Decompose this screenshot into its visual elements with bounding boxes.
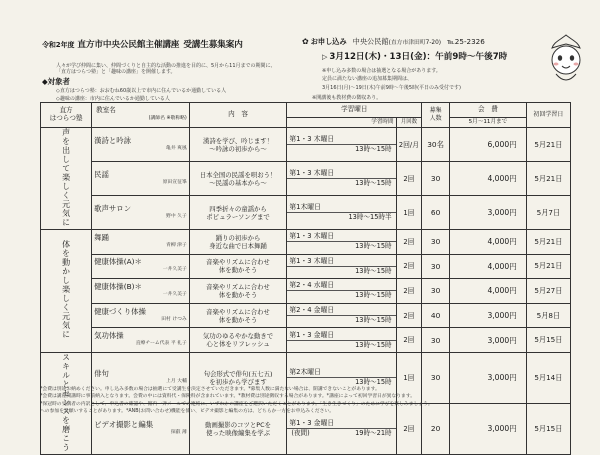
fee: 4,000円 <box>450 230 527 255</box>
apply-note: 3月16日(月)～19日(木)午前9時～午後5時(平日のみ受付です) <box>322 84 461 91</box>
first-date: 5月15日 <box>526 328 570 353</box>
times-per-month: 2回 <box>396 254 422 279</box>
teacher-name: 野中 久子 <box>166 213 187 219</box>
course-name: 健康体操(B)＊ <box>94 281 142 291</box>
times-per-month: 1回 <box>396 352 422 403</box>
footer-line: *会費は別途お納めください。申し込み多数の場合は抽選にて受講生を決定させていただきます。*募集人数に満たない場合は、開講できないことがあります。 <box>40 387 380 392</box>
header-teacher-label: (講師名 ※敬称略) <box>148 116 187 121</box>
content-cell <box>189 230 287 255</box>
study-time: 19時～21時 <box>355 429 392 438</box>
teacher-name: 上月 大輔 <box>166 378 187 384</box>
times-per-month: 2回 <box>396 279 422 304</box>
study-time-wrap <box>287 341 395 350</box>
flower-icon: ✿ <box>302 37 309 46</box>
study-day: 第1・3 木曜日 <box>287 135 395 145</box>
fee: 3,000円 <box>450 303 527 328</box>
capacity: 30 <box>422 230 450 255</box>
table-row <box>41 303 571 328</box>
day-cell <box>287 254 396 279</box>
teacher-name: 探叡 薄 <box>170 429 187 435</box>
content-line: 日本全国の民謡を唄おう！ <box>199 170 277 179</box>
day-cell <box>287 162 396 196</box>
header-day: 学習曜日 <box>287 103 422 118</box>
apply-tel: ℡25-2326 <box>447 37 485 46</box>
header-first-date: 初回学習日 <box>526 103 570 128</box>
course-name-cell <box>92 128 190 162</box>
content-cell <box>189 128 287 162</box>
course-name-cell <box>92 279 190 304</box>
fiscal-year: 令和2年度 <box>42 41 75 49</box>
day-cell <box>287 328 396 353</box>
course-name: ビデオ撮影と編集 <box>94 419 154 429</box>
fee: 3,000円 <box>450 352 527 403</box>
content-line: 動画撮影のコツとPCを <box>205 420 271 429</box>
course-name-cell <box>92 254 190 279</box>
fee: 4,000円 <box>450 162 527 196</box>
course-name-cell <box>92 230 190 255</box>
table-row <box>41 254 571 279</box>
day-cell <box>287 128 396 162</box>
content-line: 心と体をリフレッシュ <box>206 340 270 349</box>
study-day: 第1・3 金曜日 <box>287 331 395 341</box>
study-time-wrap <box>287 213 395 222</box>
capacity: 30 <box>422 279 450 304</box>
study-day: 第1・3 金曜日 <box>287 419 395 429</box>
title-main: 直方市中央公民館主催講座 <box>77 40 180 50</box>
times-per-month: 2回/月 <box>396 128 422 162</box>
content-line: 使った映像編集を学ぶ <box>206 428 271 437</box>
study-time: 13時～15時 <box>355 291 392 300</box>
target-block <box>42 69 282 103</box>
header-block <box>42 38 322 50</box>
course-name: 民謡 <box>94 169 109 179</box>
application-block <box>302 37 552 92</box>
footer-line: への参加をお願いすることがあります。*ANB(お問い合わせ)機能を使い、ビデオ撮影と編集の方は、どちらか一方をお申込みください。 <box>40 409 335 415</box>
teacher-name: 青柳 津子 <box>166 242 187 248</box>
first-date: 5月8日 <box>526 303 570 328</box>
table-row <box>41 279 571 304</box>
content-line: 音楽やリズムに合わせ <box>206 307 270 316</box>
fee: 3,000円 <box>450 403 527 454</box>
teacher-name: 一井久美子 <box>162 291 187 297</box>
study-time-wrap <box>287 267 395 276</box>
course-name: 漢詩と吟詠 <box>94 135 132 145</box>
course-name: 気功体操 <box>94 331 124 341</box>
header-content: 内 容 <box>189 103 287 128</box>
apply-address: (直方市津田町7-20) <box>388 40 442 46</box>
table-row <box>41 230 571 255</box>
first-date: 5月21日 <box>526 230 570 255</box>
teacher-name: 原田宣征峯 <box>162 179 187 185</box>
category-label: 体を動かし楽しく元気に <box>61 240 71 340</box>
capacity: 30 <box>422 352 450 403</box>
triangle-icon: ▷ <box>322 53 328 61</box>
footer-notes <box>40 386 580 416</box>
capacity: 30 <box>422 254 450 279</box>
content-cell <box>189 328 287 353</box>
header-fee-sub: 5月～11月まで <box>450 118 527 128</box>
content-line: 踊りの初歩から <box>215 233 261 242</box>
page-title <box>42 38 322 50</box>
apply-notes <box>302 67 552 92</box>
course-name: 俳句 <box>94 368 109 378</box>
content-line: 句会形式で俳句(五七五) <box>203 369 273 378</box>
course-name: 歌声サロン <box>94 203 132 213</box>
apply-line <box>302 37 552 47</box>
material-fee-note: ※開講後も教材費の徴収あり。 <box>312 95 382 101</box>
capacity: 20 <box>422 403 450 454</box>
category-label: 声を出して楽しく元気に <box>61 128 71 227</box>
header-category: 直方 はつらつ塾 <box>41 103 92 128</box>
content-cell <box>189 279 287 304</box>
study-time: 13時～15時 <box>355 145 392 153</box>
header-time: 学習時間 <box>287 118 396 128</box>
first-date: 5月21日 <box>526 254 570 279</box>
table-row <box>41 196 571 230</box>
course-name: 健康づくり体操 <box>94 306 146 316</box>
apply-note: ※申し込み多数の場合は抽選となる場合があります。 <box>322 68 441 74</box>
apply-dates: 3月12日(木)・13日(金)：午前9時～午後7時 <box>329 52 508 62</box>
header-times: 月回数 <box>396 118 422 128</box>
times-per-month: 2回 <box>396 328 422 353</box>
day-cell <box>287 303 396 328</box>
capacity: 60 <box>422 196 450 230</box>
capacity: 40 <box>422 303 450 328</box>
target-heading: ◆対象者 <box>42 77 70 87</box>
day-cell <box>287 230 396 255</box>
study-day: 第2・4 金曜日 <box>287 306 395 316</box>
target-line: ◇直方はつらつ塾：おおむね60歳以上で市内に住んでいるか通勤している人 <box>56 88 227 95</box>
content-line: 漢詩を学び、吟じます！ <box>203 136 274 145</box>
content-line: 体を動かそう <box>218 266 258 275</box>
study-time-wrap <box>287 179 395 188</box>
content-line: 音楽やリズムに合わせ <box>206 282 270 291</box>
content-line: ポピュラーソングまで <box>206 212 270 221</box>
capacity: 30名 <box>422 128 450 162</box>
times-per-month: 2回 <box>396 403 422 454</box>
teacher-name: 亀井 爽風 <box>166 145 187 151</box>
content-line: 四季折々の童謡から <box>209 204 267 213</box>
first-date: 5月27日 <box>526 279 570 304</box>
study-time-wrap <box>287 291 395 300</box>
content-line: を初歩から学びます <box>209 377 267 386</box>
study-time-wrap <box>287 429 395 438</box>
study-time: 13時～15時 <box>355 266 392 275</box>
title-sub: 受講生募集案内 <box>183 40 243 50</box>
apply-place: 中央公民館 <box>352 37 389 46</box>
course-name: 舞踊 <box>94 232 109 242</box>
study-time: 13時～15時 <box>355 242 392 251</box>
study-day: 第2・4 水曜日 <box>287 281 395 291</box>
course-name-cell <box>92 162 190 196</box>
content-line: 気功のゆるやかな動きで <box>202 332 274 341</box>
first-date: 5月15日 <box>526 403 570 454</box>
content-line: ～吟詠の初歩から～ <box>209 144 267 153</box>
study-day: 第1・3 木曜日 <box>287 232 395 242</box>
apply-note: 定員に満たない講座の追加募集期間は、 <box>322 76 413 83</box>
category-label: スキルとセンスを磨こう <box>61 352 71 452</box>
course-name-cell <box>92 303 190 328</box>
study-time: 13時～15時 <box>355 340 392 349</box>
content-line: 体を動かそう <box>218 315 258 324</box>
study-day: 第1・3 木曜日 <box>287 257 395 267</box>
fee: 4,000円 <box>450 279 527 304</box>
table-row <box>41 162 571 196</box>
category-cell <box>41 128 92 230</box>
table-header-row <box>41 103 571 118</box>
study-time-wrap <box>287 242 395 251</box>
footer-line: *会費は講座開講時に事前納入となります。会費の中には資料代・保険料が含まれています。*教材費は別途徴収する場合があります。*講座によって初回学習日が異なります。 <box>40 394 416 400</box>
header-course <box>92 103 190 128</box>
course-name: 健康体操(A)＊ <box>94 257 142 267</box>
times-per-month: 2回 <box>396 230 422 255</box>
content-line: ～民謡の基本から～ <box>209 178 267 187</box>
apply-dates-line <box>302 50 552 62</box>
study-day: 第1木曜日 <box>287 203 395 213</box>
capacity: 30 <box>422 328 450 353</box>
teacher-name: 田村 けつみ <box>161 316 187 322</box>
header-fee: 会 費 <box>450 103 527 118</box>
content-cell <box>189 162 287 196</box>
study-time-wrap <box>287 145 395 154</box>
study-time: 13時～15時 <box>355 316 392 325</box>
teacher-name: 一井久美子 <box>162 267 187 273</box>
category-cell <box>41 230 92 353</box>
footer-line: *保冠時の受講者の内訳として、申込者の確認や、館内一斉メールでの連絡に、いずれかの講座をご選択いただくことがあります。「生き生きづくり」のために学びを楽しみましょう。 <box>40 401 433 407</box>
content-line: 身近な曲で日本舞踊 <box>209 241 267 250</box>
fee: 3,000円 <box>450 196 527 230</box>
course-name-cell <box>92 196 190 230</box>
first-date: 5月7日 <box>526 196 570 230</box>
fee: 3,000円 <box>450 328 527 353</box>
times-per-month: 2回 <box>396 162 422 196</box>
content-cell <box>189 303 287 328</box>
intro-line: 「直方はつらつ塾」と「趣味の講座」を開催します。 <box>56 69 176 75</box>
study-time: 13時～15時 <box>355 179 392 187</box>
first-date: 5月21日 <box>526 128 570 162</box>
content-cell <box>189 254 287 279</box>
study-time: 13時～15時 <box>355 378 392 387</box>
target-line: ◇趣味の講座：市内に住んでいるか通勤している人 <box>56 95 170 102</box>
study-time: 13時～15時半 <box>348 213 392 221</box>
table-row <box>41 328 571 353</box>
capacity: 30 <box>422 162 450 196</box>
day-cell <box>287 196 396 230</box>
first-date: 5月14日 <box>526 352 570 403</box>
first-date: 5月21日 <box>526 162 570 196</box>
header-course-label: 教室名 <box>96 106 116 115</box>
mascot-illustration <box>544 32 588 88</box>
content-line: 体を動かそう <box>218 290 258 299</box>
time-note: (夜間) <box>291 429 310 438</box>
study-day: 第1・3 木曜日 <box>287 169 395 179</box>
content-line: 音楽やリズムに合わせ <box>206 258 270 267</box>
intro-line: 人々が学び仲間に集い、仲間づくりと自主的な活動の推進を目的に、5月から11月までの期間に、 <box>56 63 276 69</box>
teacher-name: 直療チーム代表 平 礼子 <box>135 341 187 347</box>
fee: 6,000円 <box>450 128 527 162</box>
apply-label: お申し込み <box>310 37 347 46</box>
table-row <box>41 128 571 162</box>
header-capacity: 募集 人数 <box>422 103 450 128</box>
content-cell <box>189 196 287 230</box>
course-name-cell <box>92 328 190 353</box>
fee: 4,000円 <box>450 254 527 279</box>
times-per-month: 1回 <box>396 196 422 230</box>
study-time-wrap <box>287 316 395 325</box>
study-day: 第2木曜日 <box>287 368 395 378</box>
times-per-month: 2回 <box>396 303 422 328</box>
day-cell <box>287 279 396 304</box>
